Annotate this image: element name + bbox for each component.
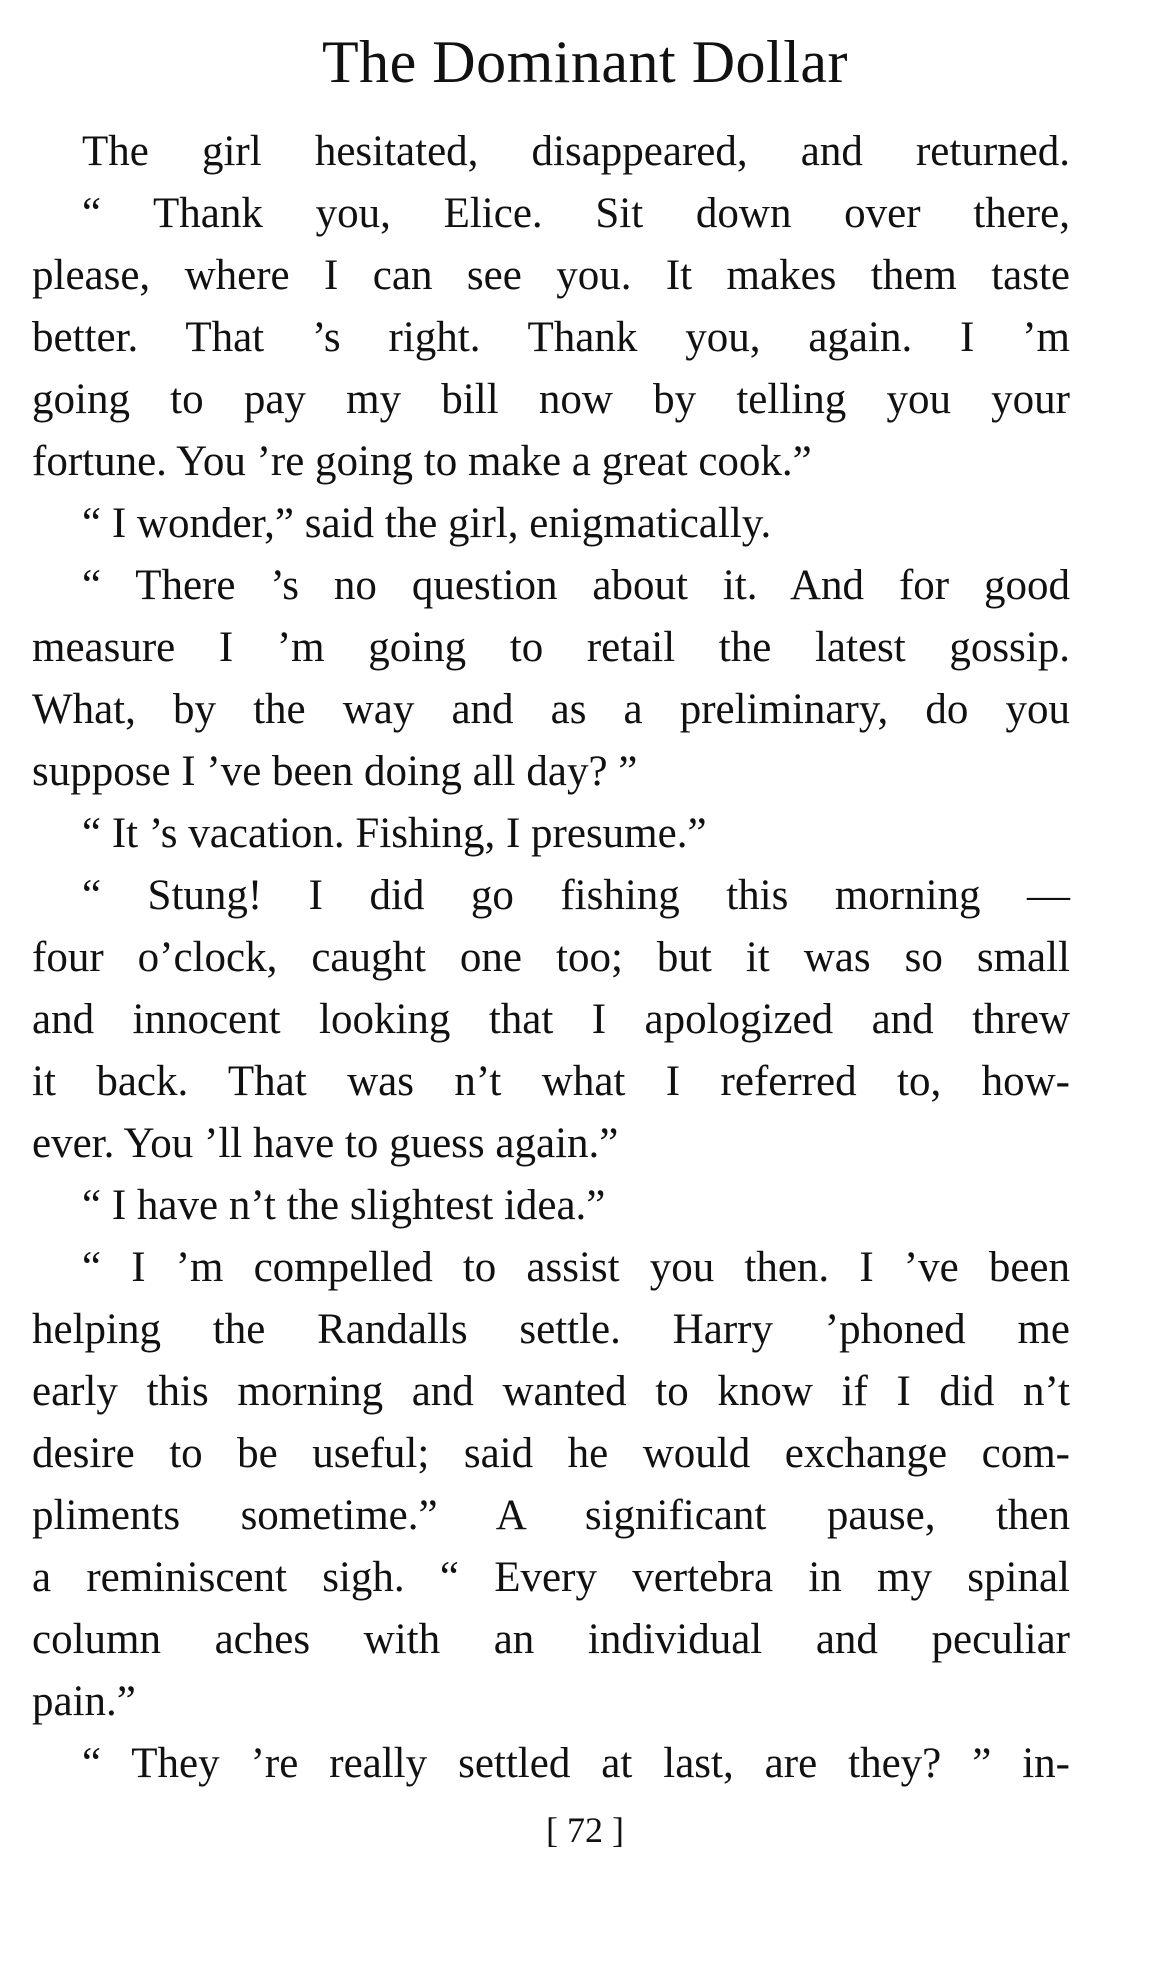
text-line: “ I wonder,” said the girl, enigmatically. bbox=[82, 500, 772, 547]
text-line: fortune. You ’re going to make a great cook.” bbox=[32, 438, 812, 485]
text-line: pliments sometime.” A significant pause, then bbox=[32, 1492, 1070, 1539]
text-line: and innocent looking that I apologized and threw bbox=[32, 996, 1070, 1043]
text-line: better. That ’s right. Thank you, again. I ’m bbox=[32, 314, 1070, 361]
text-line: please, where I can see you. It makes them taste bbox=[32, 252, 1070, 299]
text-line: ever. You ’ll have to guess again.” bbox=[32, 1120, 619, 1167]
text-line: it back. That was n’t what I referred to, how- bbox=[32, 1058, 1070, 1105]
text-line: four o’clock, caught one too; but it was so small bbox=[32, 934, 1070, 981]
text-line: “ There ’s no question about it. And for good bbox=[82, 562, 1070, 609]
text-line: desire to be useful; said he would exchange com- bbox=[32, 1430, 1070, 1477]
text-line: What, by the way and as a preliminary, do you bbox=[32, 686, 1070, 733]
text-line: “ I ’m compelled to assist you then. I ’ve been bbox=[82, 1244, 1070, 1291]
text-line: The girl hesitated, disappeared, and returned. bbox=[82, 128, 1070, 175]
text-line: a reminiscent sigh. “ Every vertebra in my spinal bbox=[32, 1554, 1070, 1601]
text-line: measure I ’m going to retail the latest gossip. bbox=[32, 624, 1070, 671]
text-line: going to pay my bill now by telling you your bbox=[32, 376, 1070, 423]
page-number: [ 72 ] bbox=[546, 1810, 624, 1850]
text-line: “ Stung! I did go fishing this morning — bbox=[82, 872, 1070, 919]
text-line: “ They ’re really settled at last, are they? ” in- bbox=[82, 1740, 1070, 1787]
text-line: early this morning and wanted to know if I did n’t bbox=[32, 1368, 1070, 1415]
body-text bbox=[32, 121, 1070, 1795]
text-line: “ It ’s vacation. Fishing, I presume.” bbox=[82, 810, 707, 857]
text-line: suppose I ’ve been doing all day? ” bbox=[32, 748, 638, 795]
text-line: pain.” bbox=[32, 1678, 136, 1725]
running-head: The Dominant Dollar bbox=[321, 29, 849, 95]
text-line: helping the Randalls settle. Harry ’phoned me bbox=[32, 1306, 1070, 1353]
text-line: “ I have n’t the slightest idea.” bbox=[82, 1182, 606, 1229]
text-line: column aches with an individual and peculiar bbox=[32, 1616, 1070, 1663]
text-line: “ Thank you, Elice. Sit down over there, bbox=[82, 190, 1070, 237]
